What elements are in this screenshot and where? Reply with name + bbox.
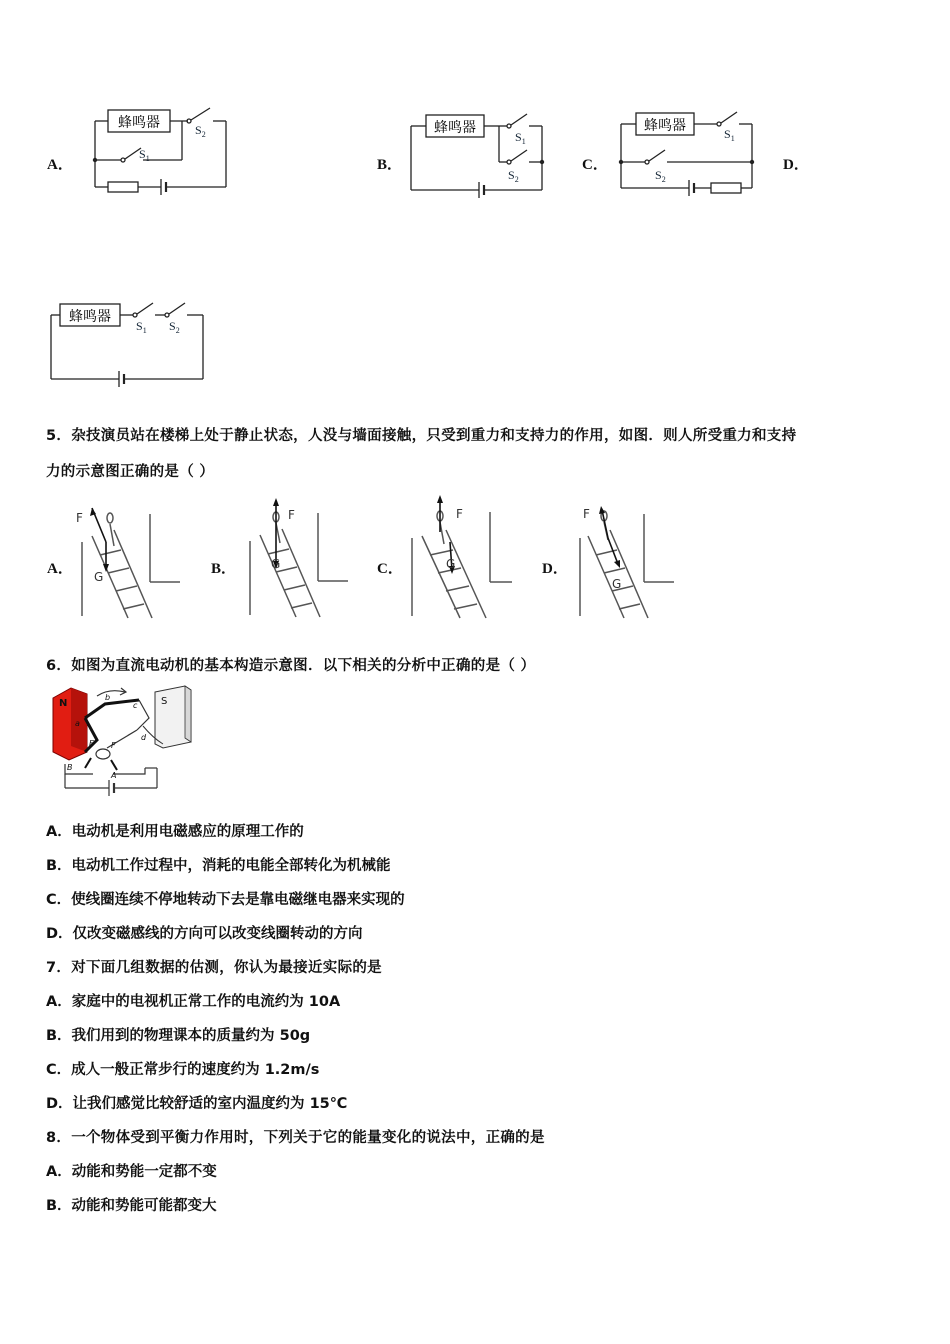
q5-stem-line2: 力的示意图正确的是（ ） — [46, 464, 215, 480]
q8-choice-b: B．动能和势能可能都变大 — [46, 1198, 217, 1214]
force-diagram-a — [70, 500, 185, 622]
force-f-label: F — [456, 507, 463, 521]
option-letter: B． — [377, 157, 403, 173]
force-f-label: F — [288, 508, 295, 522]
option-letter: A． — [47, 157, 73, 173]
option-letter: D． — [542, 561, 568, 577]
switch-s1-label: $S_1$ — [515, 130, 526, 146]
terminal-b-label: B — [67, 763, 73, 772]
buzzer-label: 蜂鸣器 — [69, 309, 111, 325]
brush-f-label: F — [111, 741, 116, 750]
buzzer-label: 蜂鸣器 — [118, 115, 160, 131]
coil-a-label: a — [75, 719, 80, 728]
coil-c-label: c — [133, 701, 138, 710]
q7-choice-b: B．我们用到的物理课本的质量约为 50g — [46, 1028, 311, 1044]
force-g-label: G — [612, 577, 622, 591]
coil-d-label: d — [141, 733, 147, 742]
switch-s1-label: $S_1$ — [139, 147, 150, 163]
q6-choice-c: C．使线圈连续不停地转动下去是靠电磁继电器来实现的 — [46, 892, 405, 908]
switch-s1-label: $S_1$ — [724, 127, 735, 143]
magnet-s-label: S — [161, 696, 168, 707]
terminal-a-label: A — [111, 771, 117, 780]
coil-b-label: b — [105, 693, 111, 702]
q7-choice-d: D．让我们感觉比较舒适的室内温度约为 15℃ — [46, 1096, 348, 1112]
switch-s2-label: $S_2$ — [508, 168, 519, 184]
buzzer-label: 蜂鸣器 — [434, 120, 476, 136]
q5-stem-line1: 5．杂技演员站在楼梯上处于静止状态，人没与墙面接触，只受到重力和支持力的作用，如图．则人所受重力和支持 — [46, 428, 797, 444]
q6-stem: 6．如图为直流电动机的基本构造示意图．以下相关的分析中正确的是（ ） — [46, 658, 536, 674]
option-letter: D． — [783, 157, 809, 173]
option-letter: C． — [582, 157, 608, 173]
force-g-label: G — [446, 557, 456, 571]
force-diagram-b — [238, 495, 353, 622]
motor-diagram — [45, 682, 205, 800]
force-g-label: G — [271, 557, 281, 571]
q7-stem: 7．对下面几组数据的估测，你认为最接近实际的是 — [46, 960, 382, 976]
switch-s2-label: $S_2$ — [169, 319, 180, 335]
buzzer-label: 蜂鸣器 — [644, 118, 686, 134]
q7-choice-c: C．成人一般正常步行的速度约为 1.2m/s — [46, 1062, 320, 1078]
brush-e-label: E — [89, 739, 95, 748]
force-f-label: F — [583, 507, 590, 521]
q6-choice-b: B．电动机工作过程中，消耗的电能全部转化为机械能 — [46, 858, 391, 874]
q6-choice-d: D．仅改变磁感线的方向可以改变线圈转动的方向 — [46, 926, 363, 942]
switch-s2-label: $S_2$ — [655, 168, 666, 184]
q6-choice-a: A．电动机是利用电磁感应的原理工作的 — [46, 824, 304, 840]
force-f-label: F — [76, 511, 83, 525]
magnet-n-label: N — [59, 698, 68, 709]
q8-choice-a: A．动能和势能一定都不变 — [46, 1164, 217, 1180]
option-letter: B． — [211, 561, 237, 577]
circuit-diagram-b — [405, 105, 550, 205]
option-letter: C． — [377, 561, 403, 577]
option-letter: A． — [47, 561, 73, 577]
force-g-label: G — [94, 570, 104, 584]
circuit-diagram-c — [615, 100, 765, 200]
switch-s2-label: $S_2$ — [195, 123, 206, 139]
force-diagram-c — [400, 492, 515, 622]
switch-s1-label: $S_1$ — [136, 319, 147, 335]
q8-stem: 8．一个物体受到平衡力作用时，下列关于它的能量变化的说法中，正确的是 — [46, 1130, 545, 1146]
circuit-diagram-a — [85, 100, 235, 200]
q7-choice-a: A．家庭中的电视机正常工作的电流约为 10A — [46, 994, 341, 1010]
force-diagram-d — [568, 500, 683, 622]
circuit-diagram-d — [45, 294, 215, 394]
